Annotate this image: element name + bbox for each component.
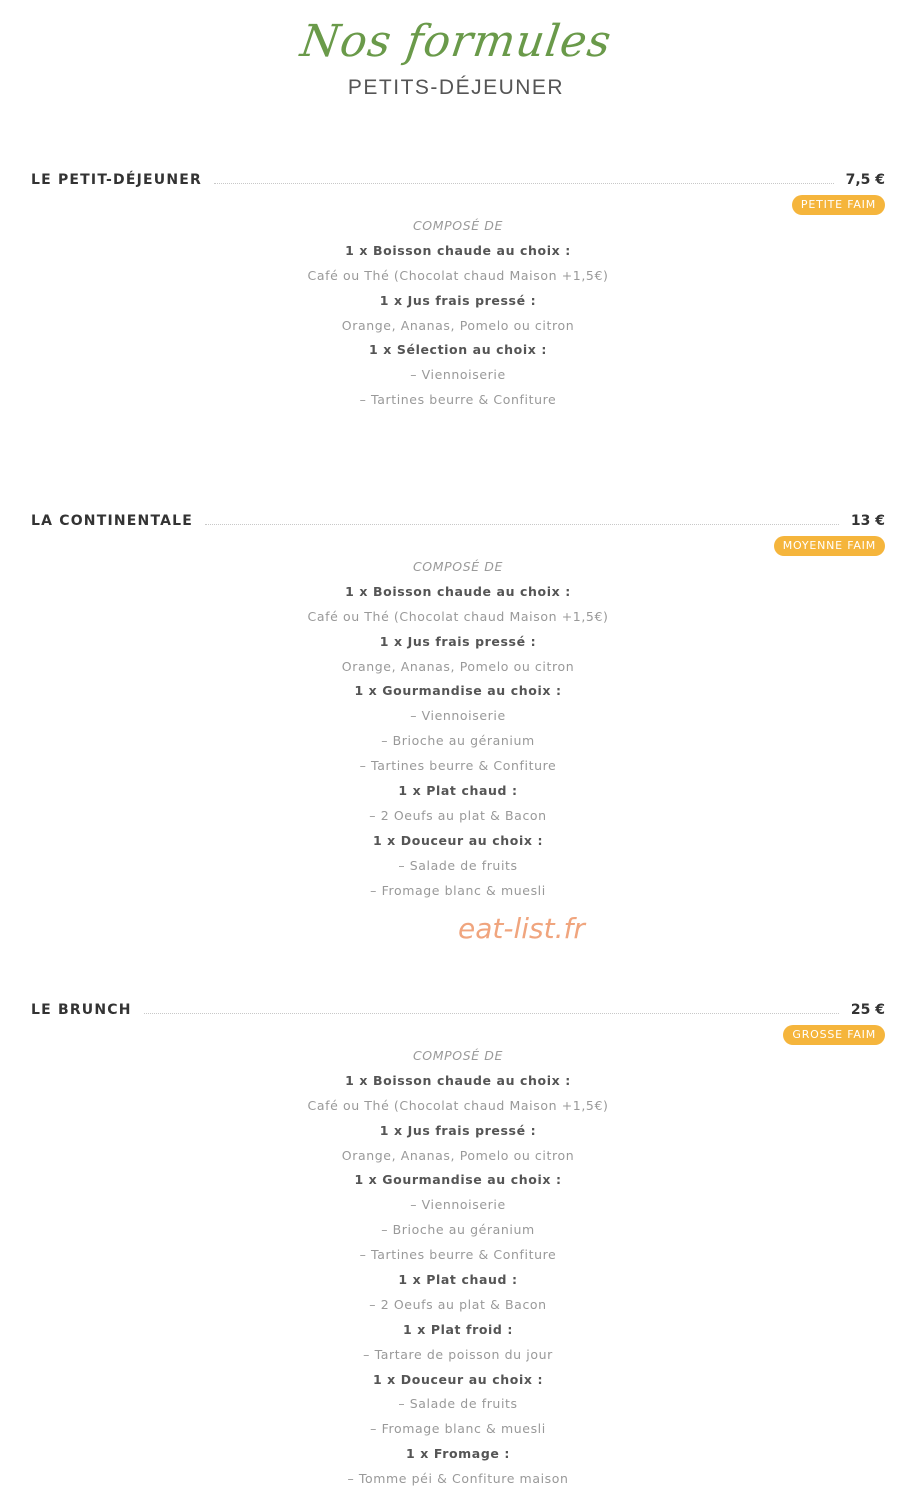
list-item: – Fromage blanc & muesli: [370, 882, 546, 898]
list-item: – Brioche au géranium: [381, 733, 535, 749]
list-item: – 2 Oeufs au plat & Bacon: [369, 807, 547, 823]
list-item: 1 x Boisson chaude au choix :: [345, 242, 571, 258]
list-item: 1 x Boisson chaude au choix :: [345, 1072, 571, 1088]
page-title: Nos formules: [297, 16, 615, 67]
list-item: – Tartines beurre & Confiture: [359, 1247, 557, 1263]
section-header: [31, 507, 885, 529]
section-price: 13 €: [850, 513, 885, 529]
list-item: 1 x Douceur au choix :: [372, 1371, 544, 1387]
list-item: Café ou Thé (Chocolat chaud Maison +1,5€): [307, 608, 609, 624]
section-content: [31, 214, 885, 413]
section-price: 25 €: [850, 1002, 885, 1018]
hunger-badge: PETITE FAIM: [792, 195, 885, 215]
menu-section-continentale: [31, 507, 885, 898]
section-title: LE BRUNCH: [31, 1002, 132, 1018]
list-item: – Viennoiserie: [410, 1197, 506, 1213]
section-header: [31, 996, 885, 1018]
page-subtitle: PETITS-DÉJEUNER: [347, 76, 565, 99]
list-item: 1 x Jus frais pressé :: [379, 633, 537, 649]
hunger-badge: GROSSE FAIM: [783, 1025, 885, 1045]
list-item: Orange, Ananas, Pomelo ou citron: [341, 317, 575, 333]
watermark: eat-list.fr: [458, 912, 585, 945]
list-item: Café ou Thé (Chocolat chaud Maison +1,5€): [307, 1097, 609, 1113]
list-item: – Tartines beurre & Confiture: [359, 758, 557, 774]
list-item: Café ou Thé (Chocolat chaud Maison +1,5€): [307, 267, 609, 283]
list-item: Orange, Ananas, Pomelo ou citron: [341, 658, 575, 674]
badge-row: [31, 1023, 885, 1045]
list-item: – Brioche au géranium: [381, 1222, 535, 1238]
section-title: LE PETIT-DÉJEUNER: [31, 172, 203, 188]
list-item: 1 x Gourmandise au choix :: [354, 683, 562, 699]
section-price: 7,5 €: [845, 172, 885, 188]
section-content: [31, 555, 885, 903]
list-item: 1 x Sélection au choix :: [369, 342, 547, 358]
dotted-leader: [205, 524, 839, 525]
list-item: – Fromage blanc & muesli: [370, 1421, 546, 1437]
menu-section-petit-dejeuner: [31, 166, 885, 408]
menu-section-brunch: [31, 996, 885, 1487]
list-item: 1 x Douceur au choix :: [372, 832, 544, 848]
list-item: 1 x Jus frais pressé :: [379, 292, 537, 308]
list-item: 1 x Jus frais pressé :: [379, 1122, 537, 1138]
list-item: – Viennoiserie: [410, 708, 506, 724]
list-item: – 2 Oeufs au plat & Bacon: [369, 1296, 547, 1312]
section-title: LA CONTINENTALE: [31, 513, 194, 529]
list-item: COMPOSÉ DE: [412, 1048, 504, 1063]
list-item: 1 x Fromage :: [406, 1446, 510, 1462]
list-item: 1 x Plat chaud :: [398, 1272, 518, 1288]
list-item: – Salade de fruits: [398, 1396, 518, 1412]
badge-row: [31, 193, 885, 215]
list-item: – Tomme péi & Confiture maison: [347, 1471, 569, 1487]
dotted-leader: [214, 183, 834, 184]
hunger-badge: MOYENNE FAIM: [774, 536, 885, 556]
list-item: 1 x Boisson chaude au choix :: [345, 583, 571, 599]
list-item: COMPOSÉ DE: [412, 559, 504, 574]
list-item: – Salade de fruits: [398, 857, 518, 873]
list-item: – Tartare de poisson du jour: [363, 1346, 553, 1362]
section-content: [31, 1044, 885, 1492]
page-header: [0, 14, 912, 100]
list-item: – Tartines beurre & Confiture: [359, 392, 557, 408]
dotted-leader: [144, 1013, 839, 1014]
list-item: – Viennoiserie: [410, 367, 506, 383]
list-item: 1 x Plat froid :: [402, 1321, 514, 1337]
list-item: COMPOSÉ DE: [412, 218, 504, 233]
list-item: 1 x Plat chaud :: [398, 783, 518, 799]
list-item: 1 x Gourmandise au choix :: [354, 1172, 562, 1188]
badge-row: [31, 534, 885, 556]
section-header: [31, 166, 885, 188]
list-item: Orange, Ananas, Pomelo ou citron: [341, 1147, 575, 1163]
